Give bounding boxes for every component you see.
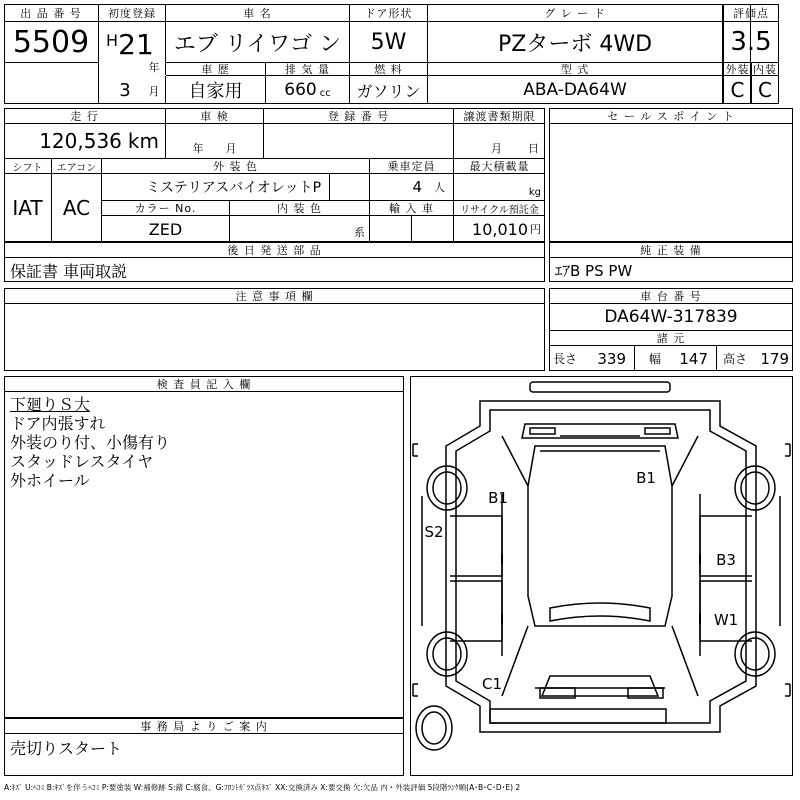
inspector-notes — [10, 395, 400, 490]
sales-label: セ ー ル ス ポ イ ン ト — [549, 108, 793, 124]
dims-label: 諸 元 — [549, 331, 793, 346]
mark-b1-top: B1 — [636, 469, 656, 487]
chassis-label: 車 台 番 号 — [549, 288, 793, 304]
shift-label: シフト — [4, 158, 52, 174]
score: 3.5 — [723, 22, 779, 62]
first-reg-label: 初度登録 — [99, 4, 166, 22]
history: 自家用 — [166, 76, 266, 104]
lot-no-label: 出 品 番 号 — [4, 4, 99, 22]
length: 339 — [597, 349, 626, 368]
mark-c1: C1 — [481, 675, 503, 693]
inspection-cell — [166, 124, 264, 158]
year-value: 21 — [118, 27, 154, 61]
import-label: 輸 入 車 — [370, 200, 454, 216]
fuel-label: 燃 料 — [350, 62, 428, 76]
parts-label: 後 日 発 送 部 品 — [4, 242, 545, 258]
inspector-line: 外装のり付、小傷有り — [10, 433, 171, 452]
inspection-label: 車 検 — [166, 108, 264, 124]
legend: A:ｷｽﾞ U:ﾍｺﾐ B:ｷｽﾞを伴うﾍｺﾐ P:要塗装 W:補修跡 S:錆 C:腐食、G:ﾌﾛﾝﾄｶﾞﾗｽ点ｷｽﾞ XX:交換済み X:要交換 欠:欠品 内・外装評価 5段階ﾗﾝｸ順(A･B･C･D･E) 2 — [4, 782, 521, 792]
car-name-label: 車 名 — [166, 4, 350, 22]
capacity: 4 — [412, 178, 422, 196]
sales-box — [549, 108, 793, 242]
capacity-label: 乗車定員 — [370, 158, 454, 174]
door-label: ドア形状 — [350, 4, 428, 22]
history-label: 車 歴 — [166, 62, 266, 76]
plate-label: 登 録 番 号 — [264, 108, 454, 124]
displacement-cell — [266, 76, 350, 104]
recycle-unit: 円 — [530, 223, 541, 236]
lot-no-blank — [4, 62, 99, 104]
color: ミステリアスバイオレットP — [102, 174, 330, 200]
width-cell — [635, 346, 717, 371]
door: 5W — [350, 22, 428, 62]
color-label: 外 装 色 — [102, 158, 370, 174]
month-cell — [99, 76, 166, 104]
grade-label: グ レ ー ド — [428, 4, 723, 22]
interior-label: 内装 — [753, 63, 777, 76]
interior-grade: C — [751, 76, 779, 104]
transfer-month-unit: 月 — [491, 142, 502, 155]
inspection-month-unit: 月 — [225, 142, 237, 155]
height: 179 — [760, 349, 789, 368]
recycle: 10,010 — [472, 219, 528, 239]
car-diagram — [410, 376, 793, 776]
plate-cell — [264, 124, 454, 158]
fuel: ガソリン — [350, 76, 428, 104]
mark-s2: S2 — [424, 523, 444, 541]
inspector-line: 下廻りＳ大 — [10, 395, 91, 414]
displacement-label: 排 気 量 — [266, 62, 350, 76]
mileage-label: 走 行 — [4, 108, 166, 124]
width: 147 — [679, 349, 708, 368]
mileage-cell — [4, 124, 166, 158]
inspector-line: ドア内張すれ — [10, 414, 106, 433]
mark-b3: B3 — [716, 551, 736, 569]
score-label: 評価点 — [723, 4, 779, 22]
model-label: 型 式 — [428, 62, 723, 76]
width-label: 幅 — [649, 352, 662, 366]
displacement-unit: cc — [319, 87, 331, 99]
inspector-line: スタッドレスタイヤ — [10, 452, 154, 471]
ac: AC — [52, 174, 102, 242]
office-text: 売切りスタート — [10, 738, 123, 758]
inspector-label: 検 査 員 記 入 欄 — [4, 376, 404, 392]
year-unit: 年 — [148, 61, 160, 74]
mark-w1: W1 — [713, 611, 739, 629]
displacement: 660 — [284, 80, 317, 100]
grade: PZターボ 4WD — [428, 22, 723, 62]
color-no: ZED — [102, 216, 230, 242]
month-unit: 月 — [148, 85, 160, 98]
color-extra — [330, 174, 370, 200]
height-label: 高さ — [723, 352, 748, 366]
lot-no: 5509 — [4, 22, 99, 62]
import-cell-b — [412, 216, 454, 242]
model: ABA-DA64W — [428, 76, 723, 104]
transfer-label: 譲渡書類期限 — [454, 108, 545, 124]
interior-color-label: 内 装 色 — [230, 200, 370, 216]
capacity-cell — [370, 174, 454, 200]
recycle-cell — [454, 216, 545, 242]
parts: 保証書 車両取説 — [10, 261, 128, 281]
color-no-label: カラー No. — [102, 200, 230, 216]
month-value: 3 — [119, 80, 131, 100]
length-cell — [549, 346, 635, 371]
inspector-line: 外ホイール — [10, 471, 90, 490]
exterior-label: 外装 — [723, 62, 751, 76]
chassis-number: DA64W-317839 — [549, 304, 793, 331]
equip-label: 純 正 装 備 — [549, 242, 793, 258]
transfer-cell — [454, 124, 545, 158]
length-label: 長さ — [553, 352, 578, 366]
office-label: 事 務 局 よ り ご 案 内 — [4, 718, 404, 734]
load-label: 最大積載量 — [454, 158, 545, 174]
transfer-day-unit: 日 — [528, 142, 539, 155]
load-unit: kg — [528, 187, 541, 198]
shift: IAT — [4, 174, 52, 242]
car-name: エブ リイワゴ ン — [166, 22, 350, 62]
equip: ｴｱB PS PW — [555, 261, 633, 280]
year-era: H — [105, 30, 119, 50]
height-cell — [717, 346, 793, 371]
inspection-year-unit: 年 — [192, 142, 204, 155]
recycle-label: リサイクル預託金 — [454, 200, 545, 216]
ac-label: エアコン — [52, 158, 102, 174]
exterior-grade: C — [723, 76, 751, 104]
first-reg-cell — [99, 22, 166, 75]
import-cell-a — [370, 216, 412, 242]
mark-b1-left: B1 — [488, 489, 508, 507]
capacity-unit: 人 — [434, 181, 445, 194]
notes-label: 注 意 事 項 欄 — [4, 288, 545, 304]
interior-color-unit: 系 — [230, 216, 370, 242]
mileage-unit: km — [127, 129, 159, 153]
mileage: 120,536 — [39, 129, 122, 153]
